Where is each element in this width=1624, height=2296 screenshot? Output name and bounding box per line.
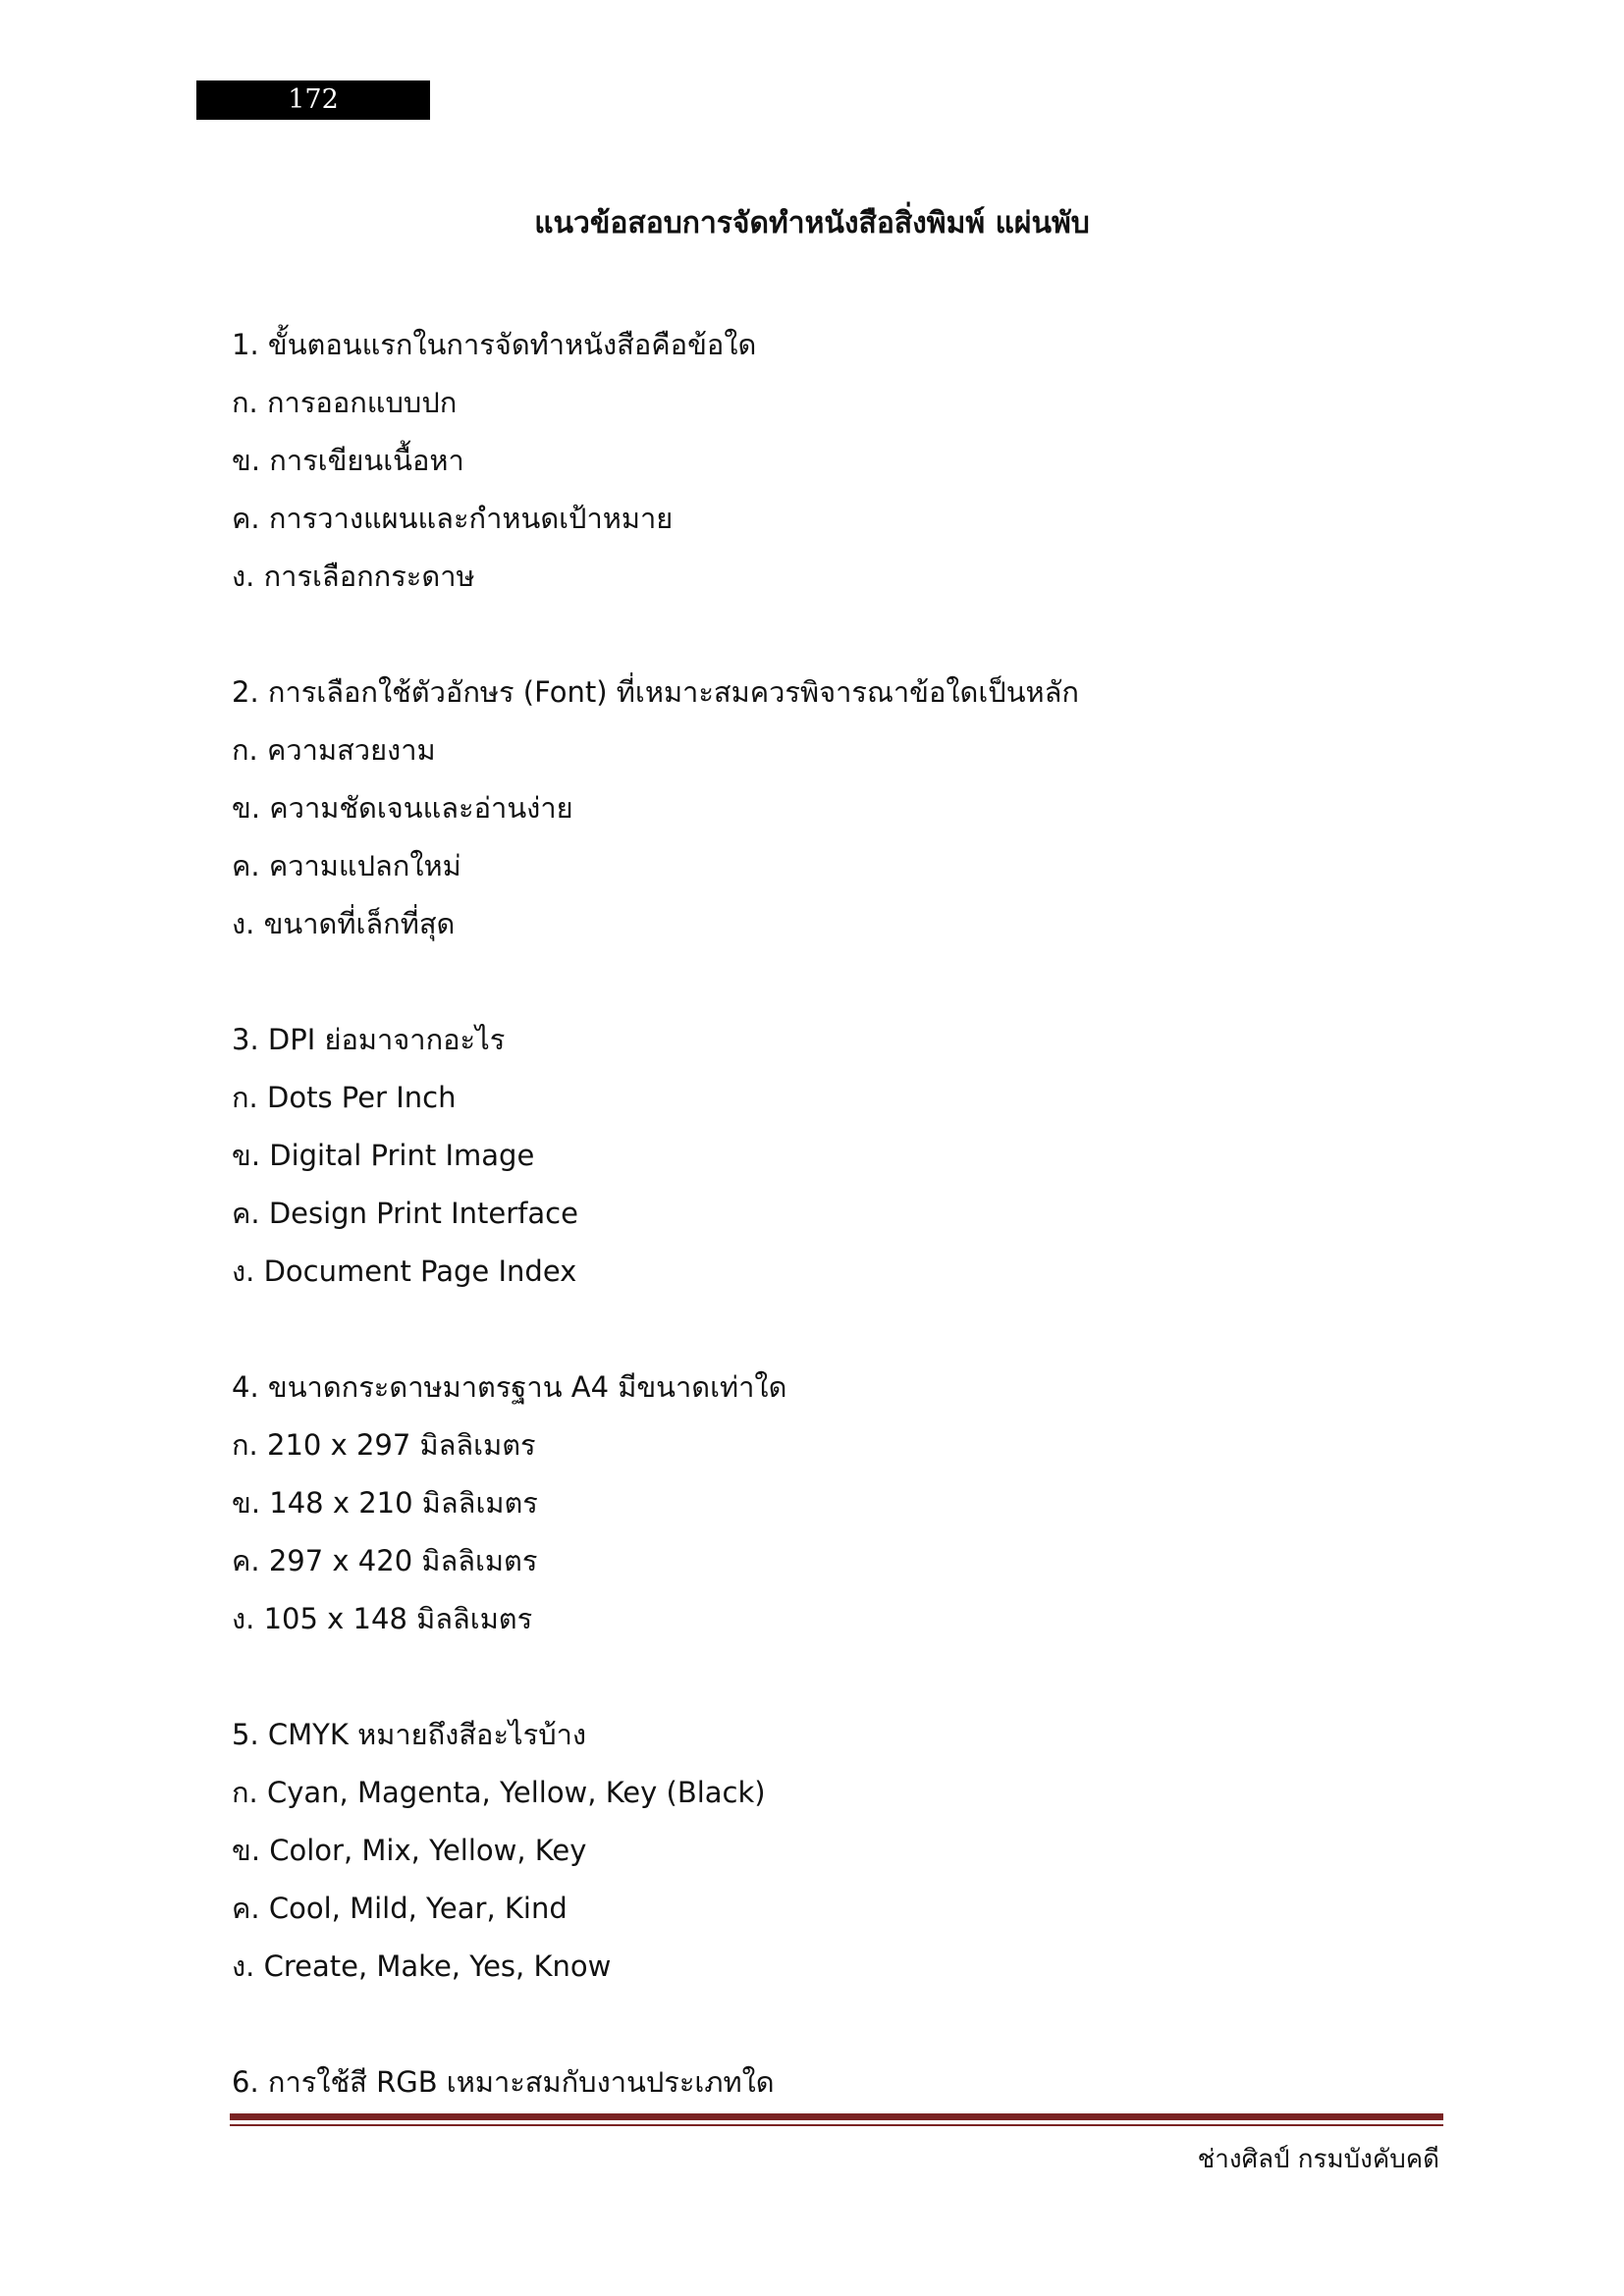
option-c: ค. การวางแผนและกำหนดเป้าหมาย [232,502,674,535]
footer-rule-thin [230,2124,1443,2126]
question-1 [232,316,1410,606]
question-5 [232,1706,1410,1996]
question-6 [232,2054,1410,2111]
option-c: ค. 297 x 420 มิลลิเมตร [232,1544,538,1577]
page-number: 172 [288,84,339,115]
option-a: ก. Dots Per Inch [232,1081,457,1114]
question-text: 6. การใช้สี RGB เหมาะสมกับงานประเภทใด [232,2065,775,2099]
option-a: ก. การออกแบบปก [232,386,458,419]
question-text: 4. ขนาดกระดาษมาตรฐาน A4 มีขนาดเท่าใด [232,1370,787,1404]
option-b: ข. Digital Print Image [232,1139,535,1172]
question-text: 2. การเลือกใช้ตัวอักษร (Font) ที่เหมาะสมควรพิจารณาข้อใดเป็นหลัก [232,675,1079,709]
option-b: ข. 148 x 210 มิลลิเมตร [232,1486,538,1520]
question-list [232,316,1410,2111]
option-d: ง. Create, Make, Yes, Know [232,1949,612,1983]
footer-rule-thick [230,2113,1443,2120]
option-c: ค. Cool, Mild, Year, Kind [232,1892,568,1925]
question-text: 5. CMYK หมายถึงสีอะไรบ้าง [232,1718,587,1751]
question-text: 1. ขั้นตอนแรกในการจัดทำหนังสือคือข้อใด [232,328,757,361]
question-4 [232,1359,1410,1648]
option-b: ข. Color, Mix, Yellow, Key [232,1834,587,1867]
option-c: ค. ความแปลกใหม่ [232,849,461,882]
question-2 [232,664,1410,953]
question-3 [232,1011,1410,1301]
option-a: ก. 210 x 297 มิลลิเมตร [232,1428,536,1462]
option-c: ค. Design Print Interface [232,1197,578,1230]
question-text: 3. DPI ย่อมาจากอะไร [232,1023,506,1056]
option-d: ง. ขนาดที่เล็กที่สุด [232,907,456,940]
option-d: ง. Document Page Index [232,1255,577,1288]
option-a: ก. ความสวยงาม [232,733,436,767]
option-d: ง. การเลือกกระดาษ [232,560,475,593]
page-number-box [196,80,430,120]
page-title: แนวข้อสอบการจัดทำหนังสือสิ่งพิมพ์ แผ่นพับ [534,206,1090,240]
option-b: ข. ความชัดเจนและอ่านง่าย [232,791,573,825]
option-a: ก. Cyan, Magenta, Yellow, Key (Black) [232,1776,766,1809]
footer-text: ช่างศิลป์ กรมบังคับคดี [1197,2145,1439,2174]
option-d: ง. 105 x 148 มิลลิเมตร [232,1602,533,1635]
option-b: ข. การเขียนเนื้อหา [232,444,464,477]
